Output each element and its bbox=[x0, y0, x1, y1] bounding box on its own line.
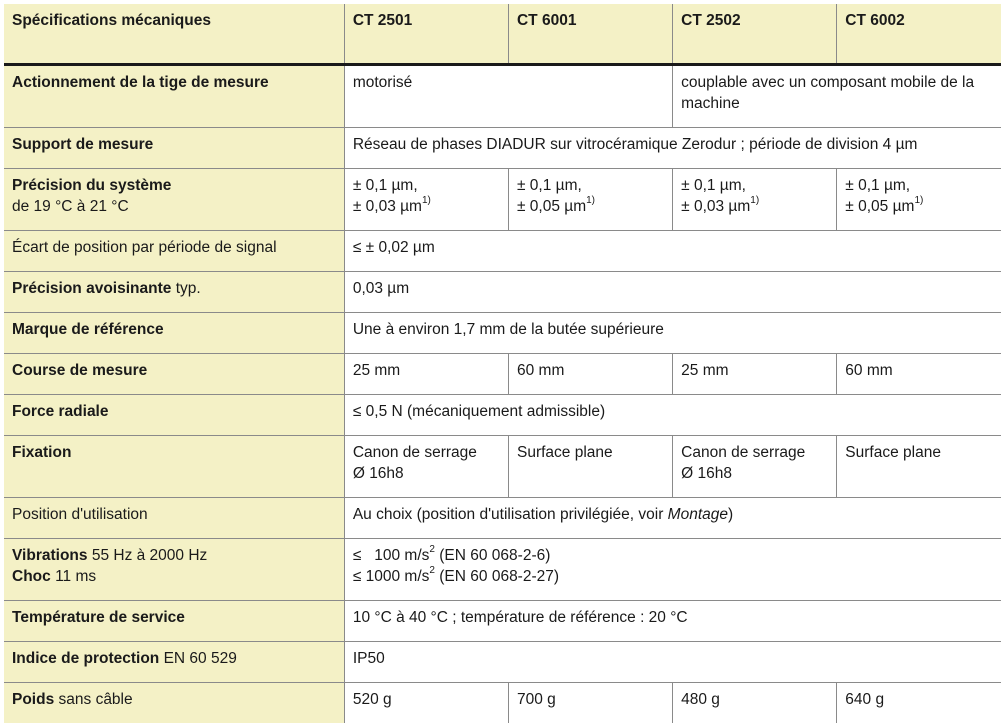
row-accuracy bbox=[4, 169, 1001, 231]
value-position: Au choix (position d'utilisation privilégiée, voir Montage) bbox=[344, 498, 1001, 539]
label-actuation: Actionnement de la tige de mesure bbox=[4, 65, 344, 128]
label-accuracy-cell bbox=[4, 169, 344, 231]
model-ct2501: CT 2501 bbox=[344, 4, 508, 65]
label-position: Position d'utilisation bbox=[4, 498, 344, 539]
row-temperature bbox=[4, 601, 1001, 642]
row-position bbox=[4, 498, 1001, 539]
value-weight-ct6002: 640 g bbox=[837, 683, 1001, 723]
model-ct2502: CT 2502 bbox=[673, 4, 837, 65]
label-scale: Support de mesure bbox=[4, 128, 344, 169]
value-accuracy-ct2501: ± 0,1 µm, ± 0,03 µm$^{1)}$ bbox=[344, 169, 508, 231]
value-weight-ct6001: 700 g bbox=[508, 683, 672, 723]
value-scale: Réseau de phases DIADUR sur vitrocéramique Zerodur ; période de division 4 µm bbox=[344, 128, 1001, 169]
row-force bbox=[4, 395, 1001, 436]
value-mounting-ct6001: Surface plane bbox=[508, 436, 672, 498]
value-actuation-a: motorisé bbox=[344, 65, 672, 128]
label-vibration-cell: Vibrations 55 Hz à 2000 Hz Choc 11 ms bbox=[4, 539, 344, 601]
label-protection-cell: Indice de protection EN 60 529 bbox=[4, 642, 344, 683]
value-protection: IP50 bbox=[344, 642, 1001, 683]
value-accuracy-ct6001: ± 0,1 µm, ± 0,05 µm$^{1)}$ bbox=[508, 169, 672, 231]
model-ct6001: CT 6001 bbox=[508, 4, 672, 65]
value-travel-ct6001: 60 mm bbox=[508, 354, 672, 395]
row-reference bbox=[4, 313, 1001, 354]
value-travel-ct6002: 60 mm bbox=[837, 354, 1001, 395]
label-weight-cell: Poids sans câble bbox=[4, 683, 344, 723]
table-title: Spécifications mécaniques bbox=[4, 4, 344, 65]
value-travel-ct2501: 25 mm bbox=[344, 354, 508, 395]
label-temperature: Température de service bbox=[4, 601, 344, 642]
label-reference: Marque de référence bbox=[4, 313, 344, 354]
value-vibration: ≤ 100 $m/s^2$ (EN 60 068-2-6) ≤ 1000 $m/s^2$ (EN 60 068-2-27) bbox=[344, 539, 1001, 601]
sublabel-accuracy: de 19 °C à 21 °C bbox=[12, 198, 129, 215]
row-vibration bbox=[4, 539, 1001, 601]
label-travel: Course de mesure bbox=[4, 354, 344, 395]
row-local-accuracy bbox=[4, 272, 1001, 313]
value-weight-ct2502: 480 g bbox=[673, 683, 837, 723]
value-mounting-ct2501: Canon de serrage Ø 16h8 bbox=[344, 436, 508, 498]
row-travel bbox=[4, 354, 1001, 395]
value-accuracy-ct2502: ± 0,1 µm, ± 0,03 µm$^{1)}$ bbox=[673, 169, 837, 231]
header-row bbox=[4, 4, 1001, 65]
label-accuracy: Précision du système bbox=[12, 177, 171, 194]
row-actuation bbox=[4, 65, 1001, 128]
value-actuation-b: couplable avec un composant mobile de la machine bbox=[673, 65, 1001, 128]
value-force: ≤ 0,5 N (mécaniquement admissible) bbox=[344, 395, 1001, 436]
row-weight bbox=[4, 683, 1001, 723]
row-scale bbox=[4, 128, 1001, 169]
label-mounting: Fixation bbox=[4, 436, 344, 498]
row-deviation bbox=[4, 231, 1001, 272]
value-local-accuracy: 0,03 µm bbox=[344, 272, 1001, 313]
value-reference: Une à environ 1,7 mm de la butée supérieure bbox=[344, 313, 1001, 354]
label-local-accuracy-cell: Précision avoisinante typ. bbox=[4, 272, 344, 313]
label-deviation: Écart de position par période de signal bbox=[4, 231, 344, 272]
value-accuracy-ct6002: ± 0,1 µm, ± 0,05 µm$^{1)}$ bbox=[837, 169, 1001, 231]
value-mounting-ct2502: Canon de serrage Ø 16h8 bbox=[673, 436, 837, 498]
value-mounting-ct6002: Surface plane bbox=[837, 436, 1001, 498]
value-deviation: ≤ ± 0,02 µm bbox=[344, 231, 1001, 272]
row-mounting bbox=[4, 436, 1001, 498]
model-ct6002: CT 6002 bbox=[837, 4, 1001, 65]
label-force: Force radiale bbox=[4, 395, 344, 436]
value-travel-ct2502: 25 mm bbox=[673, 354, 837, 395]
spec-table bbox=[4, 4, 1001, 723]
value-weight-ct2501: 520 g bbox=[344, 683, 508, 723]
value-temperature: 10 °C à 40 °C ; température de référence : 20 °C bbox=[344, 601, 1001, 642]
row-protection bbox=[4, 642, 1001, 683]
